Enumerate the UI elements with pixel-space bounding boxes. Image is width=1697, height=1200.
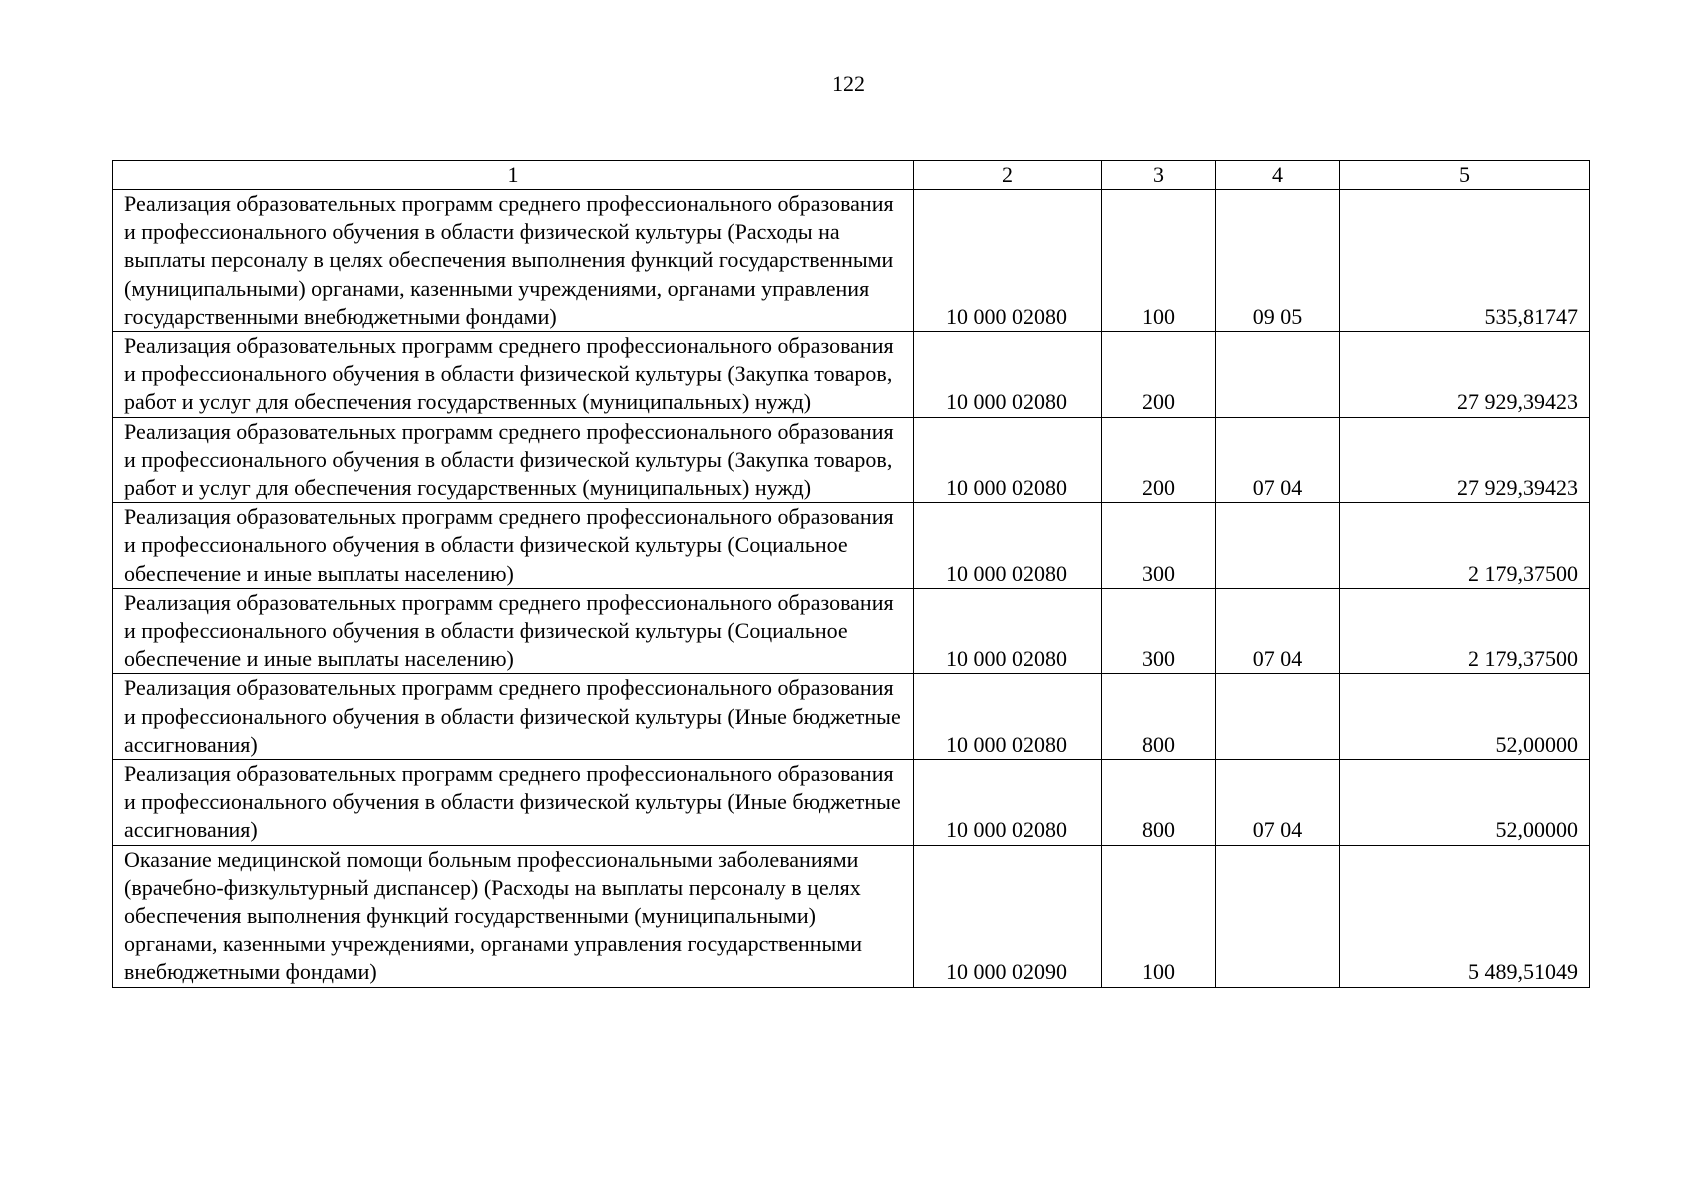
table-row <box>113 674 1590 760</box>
expense-name: Оказание медицинской помощи больным профессиональными заболеваниями (врачебно-физкультурный диспансер) (Расходы на выплаты персоналу в целях обеспечения выполнения функций государственными (муниципальными) органами, казенными учреждениями, органами управления государственными внебюджетными фондами) <box>113 845 914 987</box>
expense-type: 200 <box>1102 332 1216 418</box>
expense-type: 800 <box>1102 760 1216 846</box>
expense-name: Реализация образовательных программ среднего профессионального образования и профессионального обучения в области физической культуры (Иные бюджетные ассигнования) <box>113 760 914 846</box>
section-code <box>1216 332 1340 418</box>
target-code: 10 000 02080 <box>914 674 1102 760</box>
column-header-2: 2 <box>914 161 1102 190</box>
table-row <box>113 760 1590 846</box>
expense-type: 300 <box>1102 503 1216 589</box>
page-number: 122 <box>832 71 865 96</box>
section-code: 07 04 <box>1216 417 1340 503</box>
amount: 5 489,51049 <box>1340 845 1590 987</box>
expense-name: Реализация образовательных программ среднего профессионального образования и профессионального обучения в области физической культуры (Закупка товаров, работ и услуг для обеспечения государственных (муниципальных) нужд) <box>113 332 914 418</box>
section-code: 09 05 <box>1216 190 1340 332</box>
amount: 2 179,37500 <box>1340 503 1590 589</box>
target-code: 10 000 02090 <box>914 845 1102 987</box>
amount: 52,00000 <box>1340 760 1590 846</box>
section-code <box>1216 674 1340 760</box>
table-row <box>113 588 1590 674</box>
expense-name: Реализация образовательных программ среднего профессионального образования и профессионального обучения в области физической культуры (Закупка товаров, работ и услуг для обеспечения государственных (муниципальных) нужд) <box>113 417 914 503</box>
target-code: 10 000 02080 <box>914 190 1102 332</box>
expense-type: 800 <box>1102 674 1216 760</box>
amount: 535,81747 <box>1340 190 1590 332</box>
table-row <box>113 503 1590 589</box>
table-row <box>113 332 1590 418</box>
target-code: 10 000 02080 <box>914 417 1102 503</box>
budget-table <box>112 160 1590 988</box>
expense-name: Реализация образовательных программ среднего профессионального образования и профессионального обучения в области физической культуры (Социальное обеспечение и иные выплаты населению) <box>113 588 914 674</box>
section-code <box>1216 845 1340 987</box>
section-code: 07 04 <box>1216 760 1340 846</box>
amount: 52,00000 <box>1340 674 1590 760</box>
amount: 27 929,39423 <box>1340 417 1590 503</box>
column-header-3: 3 <box>1102 161 1216 190</box>
target-code: 10 000 02080 <box>914 588 1102 674</box>
column-header-1: 1 <box>113 161 914 190</box>
target-code: 10 000 02080 <box>914 503 1102 589</box>
expense-name: Реализация образовательных программ среднего профессионального образования и профессионального обучения в области физической культуры (Социальное обеспечение и иные выплаты населению) <box>113 503 914 589</box>
expense-name: Реализация образовательных программ среднего профессионального образования и профессионального обучения в области физической культуры (Иные бюджетные ассигнования) <box>113 674 914 760</box>
table-row <box>113 190 1590 332</box>
target-code: 10 000 02080 <box>914 760 1102 846</box>
column-header-5: 5 <box>1340 161 1590 190</box>
expense-type: 100 <box>1102 845 1216 987</box>
expense-type: 200 <box>1102 417 1216 503</box>
amount: 27 929,39423 <box>1340 332 1590 418</box>
amount: 2 179,37500 <box>1340 588 1590 674</box>
expense-type: 100 <box>1102 190 1216 332</box>
expense-name: Реализация образовательных программ среднего профессионального образования и профессионального обучения в области физической культуры (Расходы на выплаты персоналу в целях обеспечения выполнения функций государственными (муниципальными) органами, казенными учреждениями, органами управления государственными внебюджетными фондами) <box>113 190 914 332</box>
column-header-4: 4 <box>1216 161 1340 190</box>
table-header-row <box>113 161 1590 190</box>
expense-type: 300 <box>1102 588 1216 674</box>
section-code <box>1216 503 1340 589</box>
table-row <box>113 845 1590 987</box>
target-code: 10 000 02080 <box>914 332 1102 418</box>
table-row <box>113 417 1590 503</box>
section-code: 07 04 <box>1216 588 1340 674</box>
